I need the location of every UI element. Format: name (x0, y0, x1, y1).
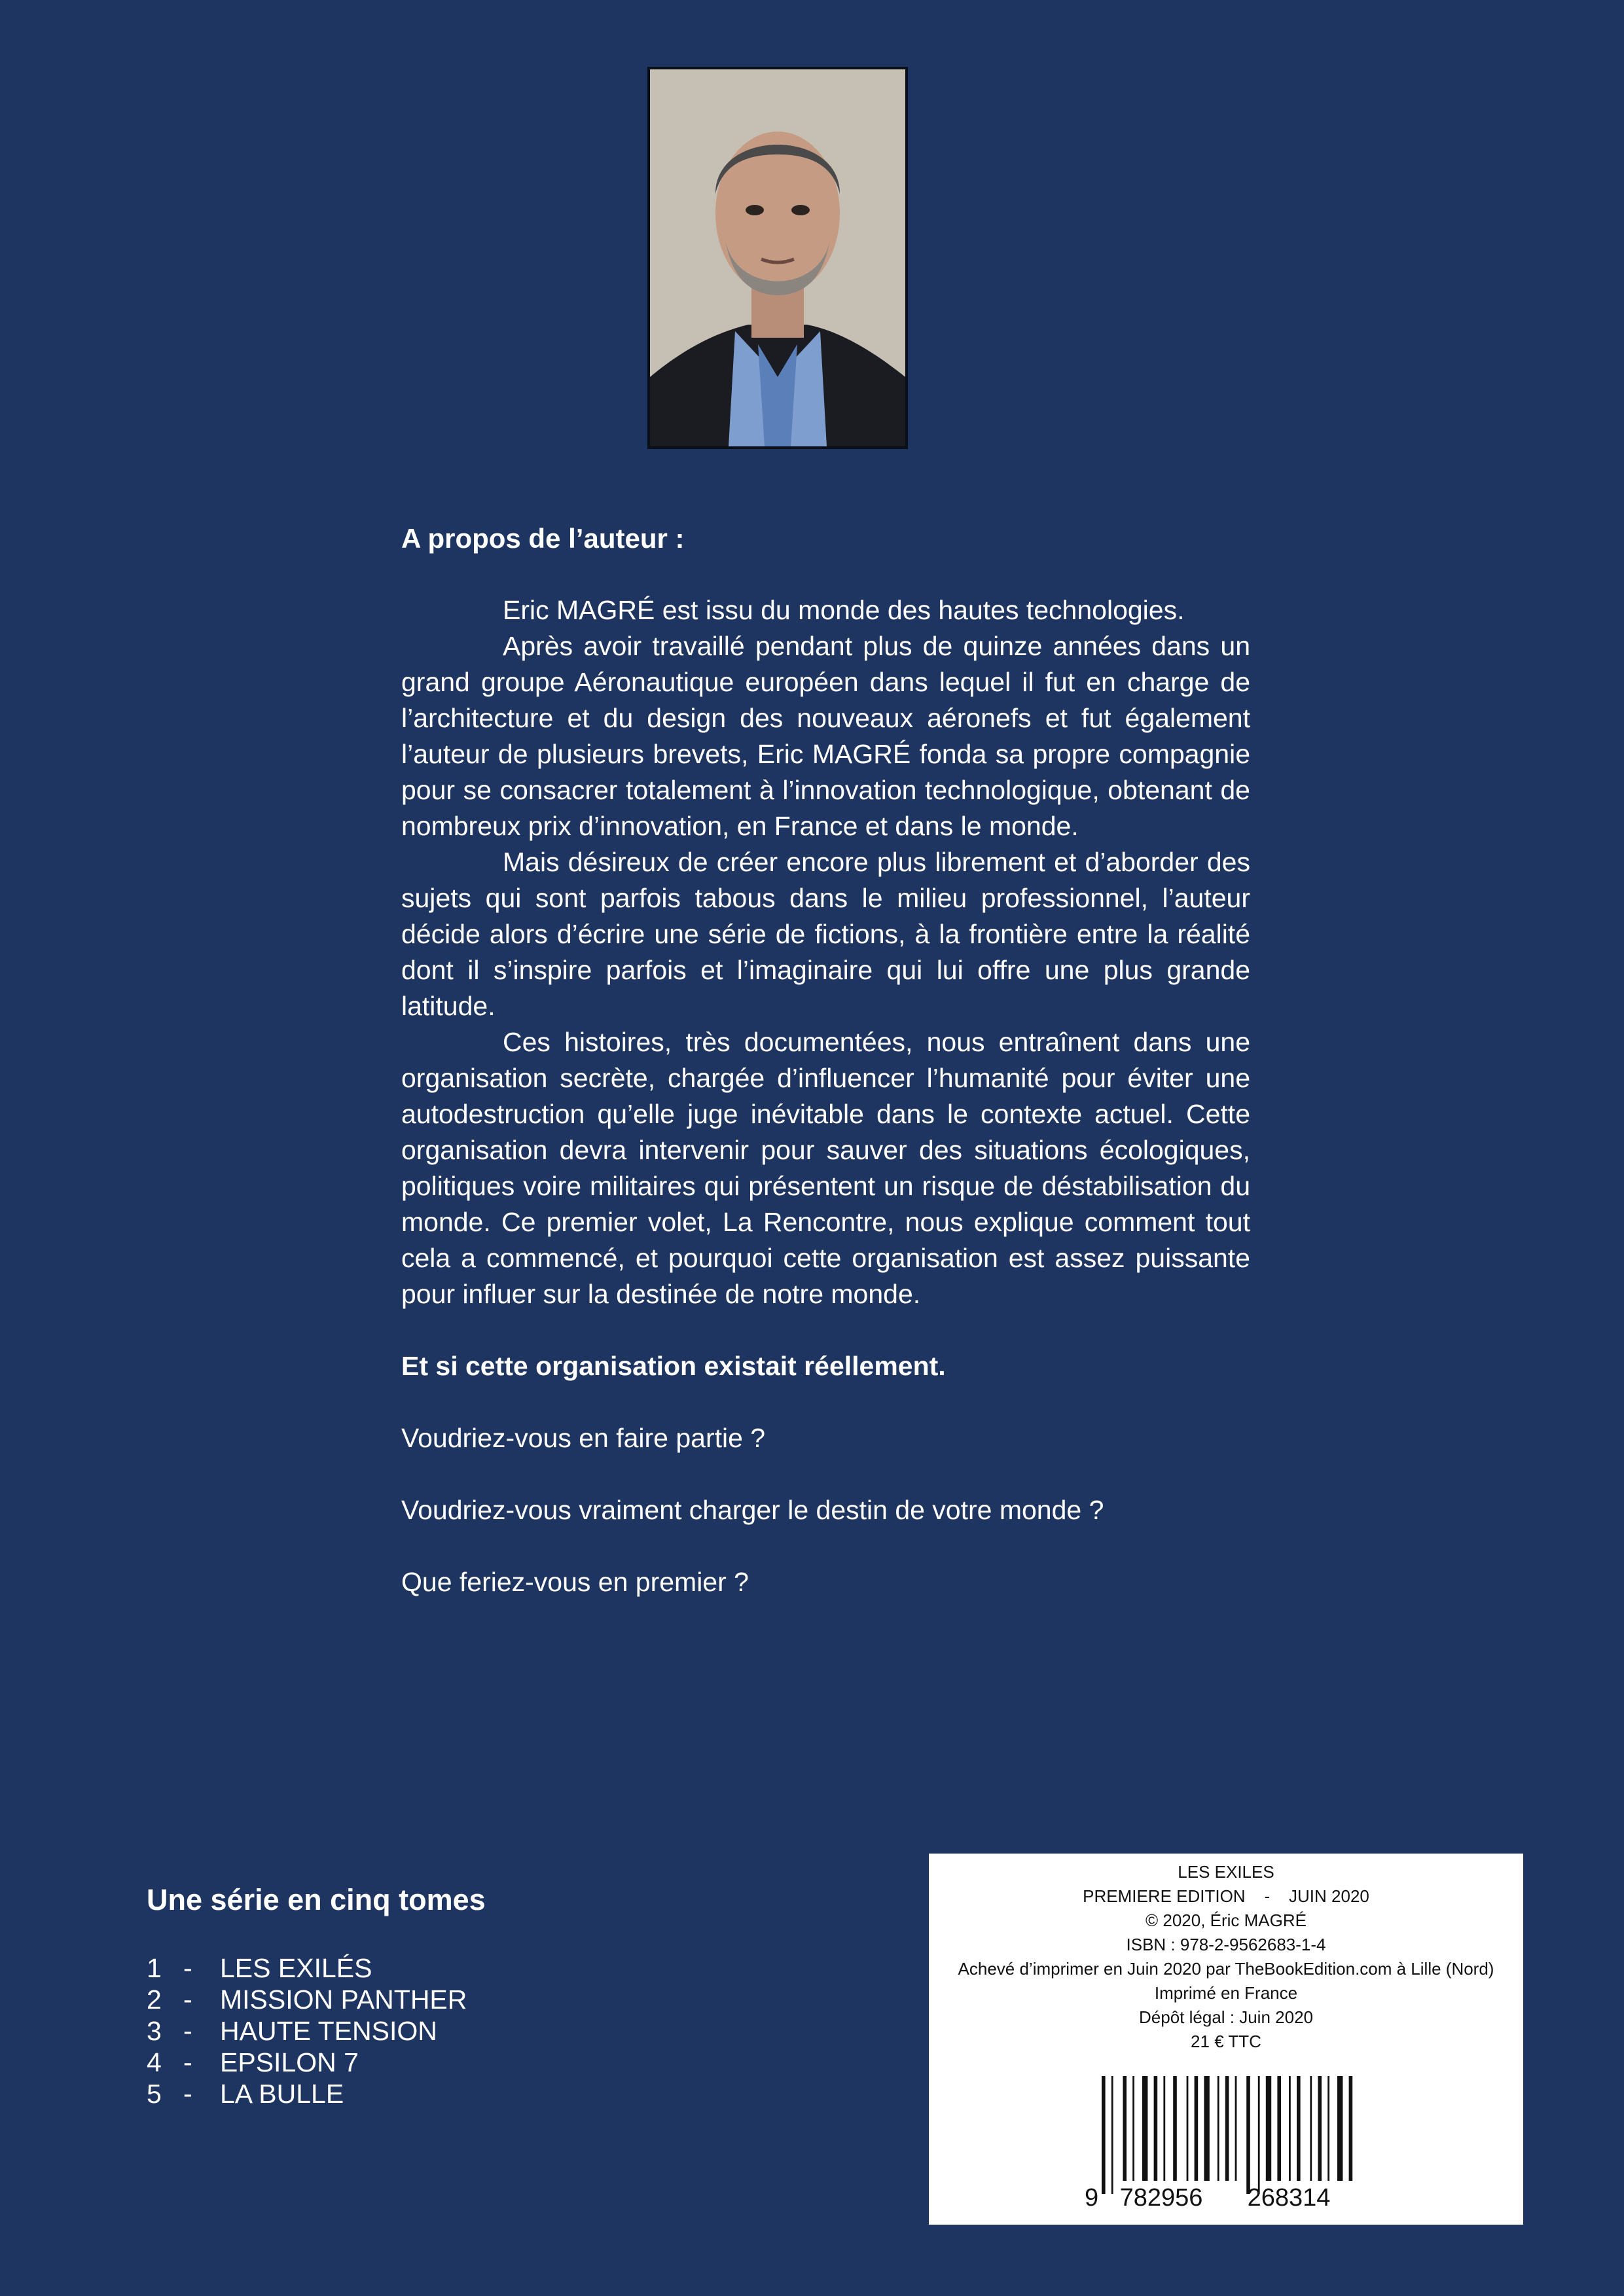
barcode-bar (1195, 2076, 1199, 2181)
list-item (147, 2047, 736, 2078)
imprint-isbn: ISBN : 978-2-9562683-1-4 (1126, 1935, 1326, 1954)
bio-paragraph-1: Eric MAGRÉ est issu du monde des hautes technologies. (503, 595, 1185, 625)
tagline: Et si cette organisation existait réellement. (401, 1351, 946, 1381)
series-list (147, 1952, 736, 2109)
item-title: LES EXILÉS (220, 1953, 372, 1983)
isbn-barcode (1079, 2076, 1367, 2214)
item-title: LA BULLE (220, 2079, 344, 2109)
barcode-bar (1258, 2076, 1260, 2194)
barcode-right-digits: 268314 (1247, 2184, 1331, 2212)
barcode-bar (1310, 2076, 1312, 2181)
about-heading: A propos de l’auteur : (401, 523, 685, 554)
barcode-bar (1337, 2076, 1343, 2181)
imprint-country: Imprimé en France (1154, 1983, 1298, 2003)
series-heading: Une série en cinq tomes (147, 1883, 486, 1916)
bio-paragraph-2: Après avoir travaillé pendant plus de quinze années dans un grand groupe Aéronautique européen dans lequel il fut en charge de l’architecture et du design des nouveaux aéronefs et fut également l’auteur de plusieurs brevets, Eric MAGRÉ fonda sa propre compagnie pour se consacrer totalement à l’innovation technologique, obtenant de nombreux prix d’innovation, en France et dans le monde. (401, 631, 1250, 841)
barcode-bar (1142, 2076, 1147, 2181)
imprint-title: LES EXILES (1178, 1862, 1274, 1882)
barcode-bar (1102, 2076, 1106, 2194)
barcode-bar (1187, 2076, 1189, 2181)
imprint-copyright: © 2020, Éric MAGRÉ (1145, 1910, 1307, 1930)
barcode-bar (1235, 2076, 1237, 2181)
bio-paragraph-4: Ces histoires, très documentées, nous entraînent dans une organisation secrète, chargée d’influencer l’humanité pour éviter une autodestruction qu’elle juge inévitable dans le contexte actuel. Cette organisation devra intervenir pour sauver des situations écologiques, politiques voire militaires qui présentent un risque de déstabilisation du monde. Ce premier volet, La Rencontre, nous explique comment tout cela a commencé, et pourquoi cette organisation est assez puissante pour influer sur la destinée de notre monde. (401, 1027, 1250, 1309)
imprint-printer: Achevé d’imprimer en Juin 2020 par TheBookEdition.com à Lille (Nord) (958, 1959, 1494, 1979)
barcode-bar (1123, 2076, 1127, 2181)
item-number: 3 (147, 2016, 162, 2046)
barcode-bar (1327, 2076, 1329, 2181)
list-item (147, 2015, 736, 2047)
barcode-bar (1289, 2076, 1291, 2181)
list-item (147, 1984, 736, 2015)
imprint-box (929, 1854, 1523, 2225)
item-separator: - (183, 1953, 192, 1983)
imprint-edition: PREMIERE EDITION - JUIN 2020 (1083, 1886, 1369, 1906)
item-separator: - (183, 2047, 192, 2077)
barcode-bar (1277, 2076, 1281, 2181)
bio-paragraph-3: Mais désireux de créer encore plus librement et d’aborder des sujets qui sont parfois tabous dans le milieu professionnel, l’auteur décide alors d’écrire une série de fictions, à la frontière entre la réalité dont il s’inspire parfois et l’imaginaire qui lui offre une plus grande latitude. (401, 847, 1250, 1021)
item-number: 5 (147, 2079, 162, 2109)
barcode-bar (1218, 2076, 1219, 2181)
item-title: MISSION PANTHER (220, 1984, 467, 2015)
item-separator: - (183, 2016, 192, 2046)
series-list-section (147, 1880, 736, 2109)
barcode-bar (1173, 2076, 1177, 2181)
barcode-bar (1111, 2076, 1113, 2194)
barcode-bar (1154, 2076, 1158, 2181)
list-item (147, 2078, 736, 2109)
barcode-bar (1132, 2076, 1134, 2181)
barcode-bar (1163, 2076, 1165, 2181)
item-number: 1 (147, 1953, 162, 1983)
question-1: Voudriez-vous en faire partie ? (401, 1423, 766, 1453)
barcode-bar (1266, 2076, 1271, 2181)
author-bio (401, 520, 1250, 1600)
item-number: 2 (147, 1984, 162, 2015)
item-separator: - (183, 1984, 192, 2015)
item-title: EPSILON 7 (220, 2047, 359, 2077)
barcode-bar (1349, 2076, 1353, 2181)
item-number: 4 (147, 2047, 162, 2077)
barcode-left-digits: 782956 (1119, 2184, 1203, 2212)
barcode-lead-digit: 9 (1085, 2184, 1099, 2212)
list-item (147, 1952, 736, 1984)
item-separator: - (183, 2079, 192, 2109)
imprint-legal-deposit: Dépôt légal : Juin 2020 (1139, 2007, 1313, 2027)
barcode-bar (1225, 2076, 1229, 2181)
author-photo (647, 67, 908, 449)
item-title: HAUTE TENSION (220, 2016, 437, 2046)
barcode-bar (1318, 2076, 1322, 2181)
barcode-bar (1204, 2076, 1209, 2181)
question-3: Que feriez-vous en premier ? (401, 1567, 749, 1597)
imprint-price: 21 € TTC (1191, 2032, 1261, 2051)
barcode-bar (1246, 2076, 1250, 2194)
barcode-bar (1297, 2076, 1301, 2181)
question-2: Voudriez-vous vraiment charger le destin de votre monde ? (401, 1495, 1104, 1525)
